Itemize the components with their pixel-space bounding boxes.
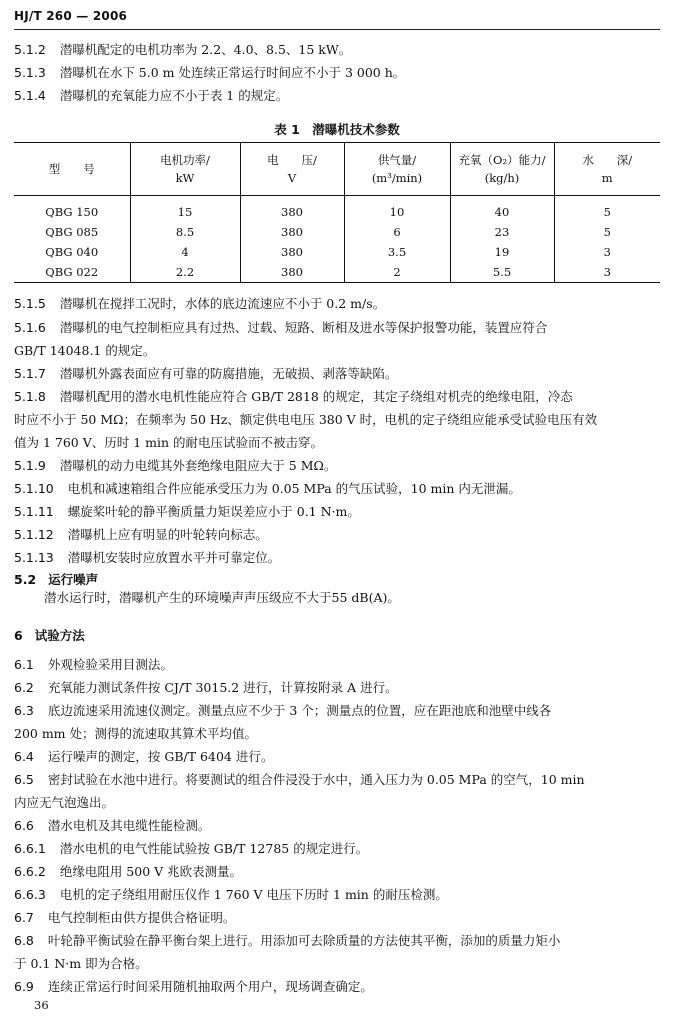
document-header-code: HJ/T 260 — 2006	[14, 9, 128, 23]
clause-5-1-6-continuation: GB/T 14048.1 的规定。	[14, 343, 156, 358]
clause-text: 运行噪声的测定，按 GB/T 6404 进行。	[47, 749, 274, 764]
clause-5-1-2	[14, 40, 660, 59]
clause-6-9	[14, 977, 660, 996]
table-header-row	[14, 143, 660, 196]
clause-number: 6.9	[14, 979, 34, 994]
clause-number: 6.1	[14, 657, 34, 672]
clause-6-6-1	[14, 839, 660, 858]
header-air-supply: 供气量/ (m³/min)	[344, 143, 450, 196]
clause-6-7	[14, 908, 660, 927]
clause-6-4	[14, 747, 660, 766]
clause-number: 6.6.1	[14, 841, 46, 856]
section-title: 运行噪声	[48, 572, 99, 587]
clause-number: 5.1.3	[14, 65, 46, 80]
cell-voltage: 380	[240, 222, 344, 242]
clause-6-3	[14, 701, 660, 720]
header-power: 电机功率/ kW	[130, 143, 240, 196]
header-model: 型 号	[14, 143, 130, 196]
cell-power: 15	[130, 196, 240, 223]
cell-power: 4	[130, 242, 240, 262]
clause-text: 潜曝机的充氧能力应不小于表 1 的规定。	[59, 88, 289, 103]
clause-5-1-4	[14, 86, 660, 105]
clause-5-1-8-continuation-2: 值为 1 760 V、历时 1 min 的耐电压试验而不被击穿。	[14, 435, 324, 450]
clause-5-1-8-continuation-1: 时应不小于 50 MΩ；在频率为 50 Hz、额定供电电压 380 V 时，电机的定子绕组应能承受试验电压有效	[14, 412, 598, 427]
clause-6-8-continuation: 于 0.1 N·m 即为合格。	[14, 956, 148, 971]
header-water-depth: 水 深/ m	[554, 143, 660, 196]
cell-water-depth: 3	[554, 242, 660, 262]
section-title: 试验方法	[34, 628, 85, 643]
clause-text: 潜曝机配用的潜水电机性能应符合 GB/T 2818 的规定，其定子绕组对机壳的绝缘电阻，冷态	[59, 389, 573, 404]
clause-6-5	[14, 770, 660, 789]
clause-number: 6.6.3	[14, 887, 46, 902]
clause-number: 5.1.6	[14, 320, 46, 335]
page-number: 36	[34, 998, 49, 1012]
clause-text: 绝缘电阻用 500 V 兆欧表测量。	[59, 864, 243, 879]
clause-text: 连续正常运行时间采用随机抽取两个用户，现场调查确定。	[47, 979, 373, 994]
clause-text: 潜曝机配定的电机功率为 2.2、4.0、8.5、15 kW。	[59, 42, 352, 57]
clause-number: 6.6	[14, 818, 34, 833]
cell-air-supply: 10	[344, 196, 450, 223]
section-5-2-text: 潜水运行时，潜曝机产生的环境噪声声压级应不大于55 dB(A)。	[44, 590, 400, 605]
cell-power: 8.5	[130, 222, 240, 242]
cell-water-depth: 3	[554, 262, 660, 282]
cell-water-depth: 5	[554, 196, 660, 223]
cell-model: QBG 040	[45, 245, 99, 259]
clause-number: 5.1.9	[14, 458, 46, 473]
cell-oxygen-capacity: 23	[450, 222, 554, 242]
clause-number: 6.7	[14, 910, 34, 925]
table-row	[14, 222, 660, 242]
clause-text: 潜曝机在搅拌工况时，水体的底边流速应不小于 0.2 m/s。	[59, 296, 386, 311]
clause-6-6-3	[14, 885, 660, 904]
clause-number: 6.2	[14, 680, 34, 695]
header-oxygen-capacity: 充氧（O₂）能力/ (kg/h)	[450, 143, 554, 196]
cell-model: QBG 085	[45, 225, 99, 239]
cell-voltage: 380	[240, 242, 344, 262]
clause-5-1-3	[14, 63, 660, 82]
clause-number: 6.5	[14, 772, 34, 787]
clause-number: 6.4	[14, 749, 34, 764]
clause-number: 5.1.7	[14, 366, 46, 381]
cell-air-supply: 6	[344, 222, 450, 242]
clause-text: 潜水电机及其电缆性能检测。	[47, 818, 211, 833]
clause-5-1-13	[14, 548, 660, 567]
table-row	[14, 242, 660, 262]
cell-voltage: 380	[240, 196, 344, 223]
clause-number: 5.1.11	[14, 504, 54, 519]
clause-text: 螺旋桨叶轮的静平衡质量力矩误差应小于 0.1 N·m。	[67, 504, 360, 519]
cell-water-depth: 5	[554, 222, 660, 242]
clause-text: 潜曝机在水下 5.0 m 处连续正常运行时间应不小于 3 000 h。	[59, 65, 406, 80]
cell-voltage: 380	[240, 262, 344, 282]
clause-6-2	[14, 678, 660, 697]
table-row	[14, 196, 660, 223]
clause-6-5-continuation: 内应无气泡逸出。	[14, 795, 115, 810]
clause-number: 5.1.5	[14, 296, 46, 311]
clause-number: 6.8	[14, 933, 34, 948]
header-voltage: 电 压/ V	[240, 143, 344, 196]
clause-text: 潜曝机的电气控制柜应具有过热、过载、短路、断相及进水等保护报警功能，装置应符合	[59, 320, 548, 335]
clause-number: 5.1.2	[14, 42, 46, 57]
header-divider	[14, 29, 660, 30]
cell-oxygen-capacity: 5.5	[450, 262, 554, 282]
section-6-heading	[14, 626, 85, 644]
table-caption: 表 1 潜曝机技术参数	[274, 122, 400, 137]
clause-6-1	[14, 655, 660, 674]
clause-6-8	[14, 931, 660, 950]
clause-text: 密封试验在水池中进行。将要测试的组合件浸没于水中，通入压力为 0.05 MPa 的空气，10 min	[47, 772, 585, 787]
clause-6-3-continuation: 200 mm 处；测得的流速取其算术平均值。	[14, 726, 258, 741]
cell-model: QBG 150	[45, 205, 99, 219]
clause-number: 6.6.2	[14, 864, 46, 879]
clause-5-1-5	[14, 294, 660, 313]
section-number: 5.2	[14, 572, 37, 587]
clause-number: 6.3	[14, 703, 34, 718]
clause-text: 潜曝机外露表面应有可靠的防腐措施，无破损、剥落等缺陷。	[59, 366, 398, 381]
cell-power: 2.2	[130, 262, 240, 282]
cell-oxygen-capacity: 19	[450, 242, 554, 262]
clause-6-6	[14, 816, 660, 835]
clause-6-6-2	[14, 862, 660, 881]
parameters-table	[14, 142, 660, 283]
clause-text: 外观检验采用目测法。	[47, 657, 173, 672]
clause-5-1-6	[14, 318, 660, 337]
clause-text: 电机和减速箱组合件应能承受压力为 0.05 MPa 的气压试验，10 min 内无泄漏。	[67, 481, 521, 496]
section-5-2-heading	[14, 570, 98, 588]
clause-number: 5.1.8	[14, 389, 46, 404]
section-number: 6	[14, 628, 23, 643]
clause-number: 5.1.13	[14, 550, 54, 565]
cell-air-supply: 2	[344, 262, 450, 282]
clause-text: 潜曝机上应有明显的叶轮转向标志。	[67, 527, 268, 542]
clause-text: 潜曝机的动力电缆其外套绝缘电阻应大于 5 MΩ。	[59, 458, 337, 473]
clause-text: 潜水电机的电气性能试验按 GB/T 12785 的规定进行。	[59, 841, 369, 856]
clause-5-1-7	[14, 364, 660, 383]
clause-text: 底边流速采用流速仪测定。测量点应不少于 3 个；测量点的位置，应在距池底和池壁中线各	[47, 703, 552, 718]
clause-5-1-10	[14, 479, 660, 498]
clause-text: 充氧能力测试条件按 CJ/T 3015.2 进行，计算按附录 A 进行。	[47, 680, 398, 695]
clause-text: 叶轮静平衡试验在静平衡台架上进行。用添加可去除质量的方法使其平衡，添加的质量力矩小	[47, 933, 561, 948]
clause-text: 潜曝机安装时应放置水平并可靠定位。	[67, 550, 281, 565]
cell-model: QBG 022	[45, 265, 99, 279]
cell-air-supply: 3.5	[344, 242, 450, 262]
table-row	[14, 262, 660, 282]
clause-5-1-11	[14, 502, 660, 521]
clause-number: 5.1.12	[14, 527, 54, 542]
clause-5-1-12	[14, 525, 660, 544]
clause-5-1-9	[14, 456, 660, 475]
clause-5-1-8	[14, 387, 660, 406]
clause-text: 电气控制柜由供方提供合格证明。	[47, 910, 236, 925]
clause-number: 5.1.4	[14, 88, 46, 103]
cell-oxygen-capacity: 40	[450, 196, 554, 223]
clause-text: 电机的定子绕组用耐压仪作 1 760 V 电压下历时 1 min 的耐压检测。	[59, 887, 448, 902]
clause-number: 5.1.10	[14, 481, 54, 496]
